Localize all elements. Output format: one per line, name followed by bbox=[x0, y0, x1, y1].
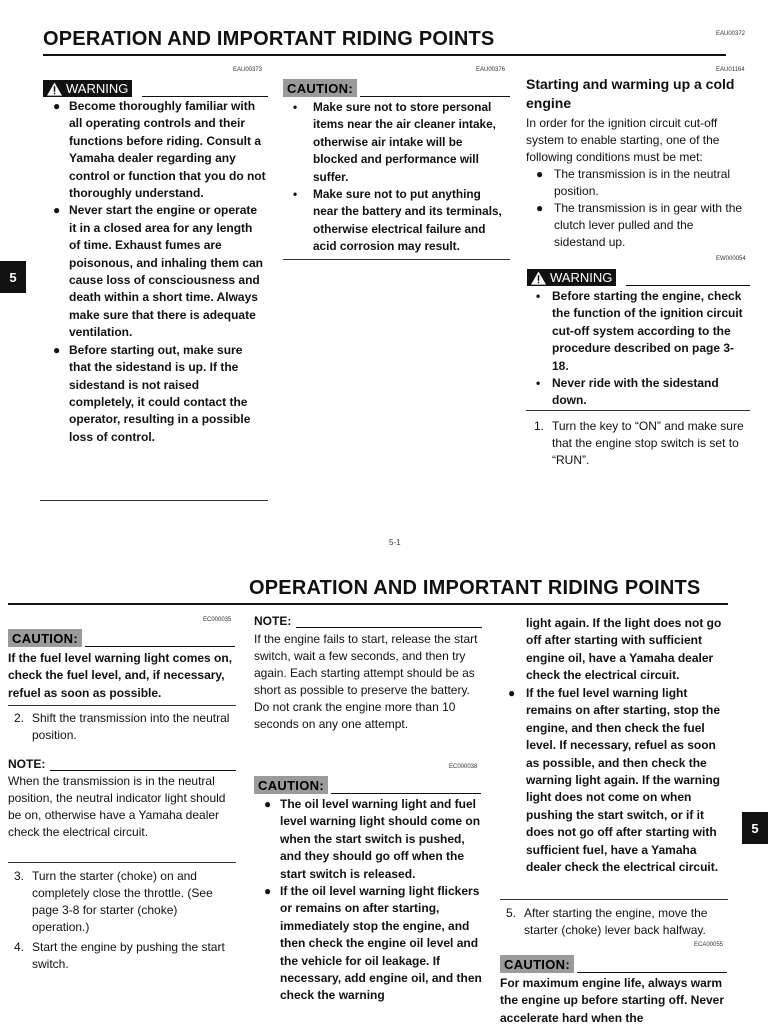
bullet-icon: • bbox=[293, 100, 298, 114]
step-1: 1. Turn the key to “ON” and make sure that the engine stop switch is set to “RUN”. bbox=[534, 419, 744, 467]
caution-badge: CAUTION: bbox=[8, 629, 82, 647]
step-2: 2. Shift the transmission into the neutral position. bbox=[14, 711, 230, 742]
list-item: ● The oil level warning light and fuel level warning light should come on when the start switch is pushed, and they should go off when the start switch is released. bbox=[264, 797, 481, 881]
page-title-bottom: OPERATION AND IMPORTANT RIDING POINTS bbox=[249, 577, 701, 599]
section-rule bbox=[8, 862, 236, 863]
section-rule bbox=[500, 899, 728, 900]
warning-badge bbox=[527, 269, 616, 286]
warning-label: WARNING bbox=[66, 81, 129, 96]
warning-triangle-icon bbox=[531, 271, 546, 285]
list-item: ● If the oil level warning light flickers or remains on after starting, immediately stop the engine, and then check the engine oil level and the vehicle for oil leakage. If necessary, add engine oil, and then check the warning bbox=[264, 884, 482, 1003]
bullet-icon: ● bbox=[53, 99, 61, 113]
note-underline bbox=[296, 627, 482, 628]
note-label: NOTE: bbox=[8, 757, 46, 771]
intro-text: In order for the ignition circuit cut-off system to enable starting, one of the following conditions must be met: bbox=[526, 116, 720, 164]
warning-triangle-icon bbox=[47, 82, 62, 96]
doc-code: EAU00373 bbox=[233, 67, 263, 73]
section-rule bbox=[526, 410, 750, 411]
caution-underline bbox=[577, 972, 727, 973]
list-item: ● Before starting out, make sure that the sidestand is up. If the sidestand is not raised completely, it could contact the operator, resulting in a possible loss of control. bbox=[53, 342, 251, 444]
bullet-icon: ● bbox=[536, 201, 544, 215]
caution-text: For maximum engine life, always warm the engine up before starting off. Never accelerate hard when the bbox=[500, 976, 725, 1025]
note-text: When the transmission is in the neutral position, the neutral indicator light should be on, otherwise have a Yamaha dealer check the electrical circuit. bbox=[8, 774, 226, 839]
caution-underline bbox=[360, 96, 510, 97]
bullet-icon: ● bbox=[53, 342, 61, 357]
section-tab: 5 bbox=[0, 261, 26, 293]
doc-code: EW000054 bbox=[716, 256, 746, 262]
note-text: If the engine fails to start, release the start switch, wait a few seconds, and then try again. Each starting attempt should be as short as possible to preserve the battery. Do not crank the engine more than 10 seconds on any one attempt. bbox=[254, 632, 478, 731]
caution-badge: CAUTION: bbox=[283, 79, 357, 97]
warning-list bbox=[53, 98, 267, 446]
bullet-icon: ● bbox=[53, 203, 61, 218]
caution-badge: CAUTION: bbox=[500, 955, 574, 973]
list-item: ● The transmission is in the neutral position. bbox=[536, 167, 731, 198]
title-rule bbox=[8, 603, 728, 605]
list-item: • Before starting the engine, check the function of the ignition circuit cut-off system according to the procedure described on page 3-18. bbox=[536, 289, 743, 373]
note-label: NOTE: bbox=[254, 614, 292, 628]
caution-underline bbox=[85, 646, 235, 647]
doc-code: EAU00376 bbox=[476, 67, 506, 73]
caution-underline bbox=[331, 793, 481, 794]
warning-label: WARNING bbox=[550, 270, 613, 285]
caution-badge: CAUTION: bbox=[254, 776, 328, 794]
step-5: 5. After starting the engine, move the starter (choke) lever back halfway. bbox=[506, 906, 708, 937]
section-rule bbox=[8, 705, 236, 706]
note-underline bbox=[50, 770, 236, 771]
doc-code: EAU00372 bbox=[716, 31, 746, 37]
bullet-icon: ● bbox=[264, 797, 272, 811]
page-title-top: OPERATION AND IMPORTANT RIDING POINTS bbox=[43, 28, 495, 50]
list-item: • Make sure not to put anything near the battery and its terminals, otherwise electrical failure and acid corrosion may result. bbox=[293, 187, 502, 254]
list-item: ● Never start the engine or operate it in a closed area for any length of time. Exhaust fumes are poisonous, and inhaling them can cause loss of consciousness and death within a short time. Always make sure that there is adequate ventilation. bbox=[53, 203, 264, 340]
bullet-icon: • bbox=[536, 376, 541, 391]
warning-underline bbox=[142, 96, 268, 97]
conditions-list bbox=[536, 166, 748, 251]
warning-underline bbox=[626, 285, 750, 286]
section-heading: Starting and warming up a cold engine bbox=[526, 76, 735, 111]
list-item: ● If the fuel level warning light remains on after starting, stop the engine, and then check the fuel level. If necessary, refuel as soon as possible, and then check the warning light again. If the warning light does not come on when pushing the start switch, or if it does not go off after starting with sufficient fuel, have a Yamaha dealer check the electrical circuit. bbox=[508, 686, 721, 875]
bullet-icon: ● bbox=[536, 167, 544, 181]
step-3: 3. Turn the starter (choke) on and completely close the throttle. (See page 3-8 for starter (choke) operation.) bbox=[14, 869, 213, 934]
page-number: 5-1 bbox=[389, 538, 401, 547]
step-4: 4. Start the engine by pushing the start switch. bbox=[14, 940, 225, 971]
caution-continued: light again. If the light does not go off after starting with sufficient engine oil, have a Yamaha dealer check the electrical circuit. bbox=[526, 616, 722, 683]
bullet-icon: • bbox=[536, 289, 541, 303]
section-rule bbox=[40, 500, 268, 501]
list-item: ● Become thoroughly familiar with all operating controls and their functions before riding. Consult a Yamaha dealer regarding any control or function that you do not thoroughly understand. bbox=[53, 99, 266, 201]
caution-text: If the fuel level warning light comes on, check the fuel level, and, if necessary, refuel as soon as possible. bbox=[8, 651, 233, 700]
section-tab: 5 bbox=[742, 812, 768, 844]
warning-list bbox=[536, 288, 750, 410]
doc-code: EC000035 bbox=[203, 617, 232, 623]
bullet-icon: ● bbox=[264, 884, 272, 899]
doc-code: ECA00055 bbox=[694, 942, 724, 948]
doc-code: EAU01164 bbox=[716, 67, 745, 73]
list-item: ● The transmission is in gear with the clutch lever pulled and the sidestand up. bbox=[536, 201, 743, 249]
list-item: • Never ride with the sidestand down. bbox=[536, 376, 719, 408]
doc-code: EC000038 bbox=[449, 764, 478, 770]
bullet-icon: • bbox=[293, 187, 298, 202]
caution-list bbox=[293, 99, 508, 256]
warning-badge bbox=[43, 80, 132, 97]
caution-list bbox=[508, 685, 726, 876]
title-rule bbox=[43, 54, 726, 56]
caution-list bbox=[264, 796, 482, 1005]
list-item: • Make sure not to store personal items near the air cleaner intake, otherwise air intake will be blocked and performance will suffer. bbox=[293, 100, 496, 184]
section-rule bbox=[283, 259, 510, 260]
bullet-icon: ● bbox=[508, 686, 516, 700]
